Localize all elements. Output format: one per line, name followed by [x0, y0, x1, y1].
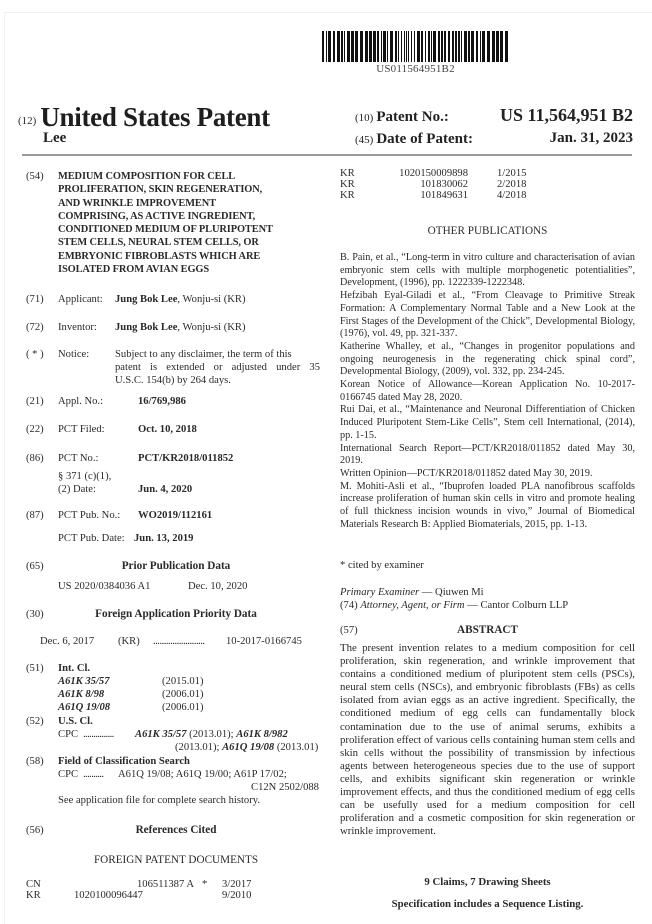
us-cl-label: U.S. Cl.	[58, 716, 93, 727]
barcode-bar	[487, 31, 490, 62]
reference-number: 101849631	[420, 190, 468, 201]
patent-date: Jan. 31, 2023	[549, 130, 633, 146]
pct-number: PCT/KR2018/011852	[138, 453, 234, 464]
title-line: MEDIUM COMPOSITION FOR CELL	[58, 171, 236, 182]
patent-date-label: Date of Patent:	[376, 131, 473, 147]
inid-code-21: (21)	[26, 396, 44, 407]
barcode-bar	[341, 31, 343, 62]
inid-code-86: (86)	[26, 453, 44, 464]
applicant-name: Jung Bok Lee	[115, 294, 178, 305]
us-cl-class: A61K 35/57	[135, 729, 187, 740]
publication-entry: Rui Dai, et al., “Maintenance and Neuronal Differentiation of Chicken Induced Pluripotent Stem-Like Cells”, Stem cell International, (2014), pp. 1-15.	[340, 404, 635, 441]
pct-number-label: PCT No.:	[58, 453, 99, 464]
barcode-bar	[398, 31, 399, 62]
applicant-location: , Wonju-si (KR)	[177, 294, 246, 305]
inid-code-72: (72)	[26, 322, 44, 333]
barcode-bar	[471, 31, 474, 62]
barcode-bar	[377, 31, 379, 62]
barcode-bar	[441, 31, 443, 62]
barcode-bar	[369, 31, 372, 62]
barcode-bar	[433, 31, 436, 62]
inid-code-87: (87)	[26, 510, 44, 521]
barcode	[322, 31, 509, 62]
patent-number-label: Patent No.:	[376, 109, 449, 125]
barcode-bar	[496, 31, 499, 62]
int-cl-version: (2015.01)	[162, 676, 204, 687]
reference-date: 4/2018	[497, 190, 527, 201]
barcode-bar	[333, 31, 335, 62]
publication-entry: Hefzibah Eyal-Giladi et al., “From Cleavage to Primitive Streak Formation: A Complementary Normal Table and a New Look at the First Stages of the Development of the Chick”, Developmental Biology, (1976), vol. 49, pp. 321-337.	[340, 290, 635, 340]
barcode-bar	[421, 31, 423, 62]
foreign-priority-number: 10-2017-0166745	[226, 636, 302, 647]
field-search-note: See application file for complete search history.	[58, 795, 260, 806]
barcode-bar	[326, 31, 327, 62]
pct-pub-number: WO2019/112161	[138, 510, 213, 521]
sequence-listing-note: Specification includes a Sequence Listing.	[391, 898, 584, 910]
patent-number: US 11,564,951 B2	[499, 105, 633, 125]
prior-publication-heading: Prior Publication Data	[121, 560, 231, 572]
barcode-bar	[500, 31, 503, 62]
attorney-row	[340, 599, 635, 612]
us-cl-class: A61Q 19/08	[222, 742, 275, 753]
applicant-label: Applicant:	[58, 294, 103, 305]
inventor-surname: Lee	[43, 130, 67, 146]
int-cl-class: A61Q 19/08	[58, 702, 111, 713]
reference-date: 2/2018	[497, 179, 527, 190]
barcode-bar	[482, 31, 485, 62]
pct-filed-date: Oct. 10, 2018	[138, 424, 197, 435]
prior-publication-date: Dec. 10, 2020	[188, 581, 248, 592]
notice-line: Subject to any disclaimer, the term of this	[115, 349, 292, 360]
field-search-leader-dots: ..........	[83, 769, 104, 780]
barcode-bar	[344, 31, 345, 62]
patent-number-row	[355, 105, 633, 126]
reference-number: 1020100096447	[74, 890, 143, 901]
notice-line: patent is extended or adjusted under 35	[115, 362, 320, 374]
barcode-bar	[468, 31, 470, 62]
inid-code-30: (30)	[26, 609, 44, 620]
foreign-priority-country: (KR)	[118, 636, 140, 647]
reference-number: 1020150009898	[399, 168, 468, 179]
publication-entry: Korean Notice of Allowance—Korean Application No. 10-2017-0166745 dated May 28, 2020.	[340, 379, 635, 403]
reference-country: KR	[340, 190, 355, 201]
barcode-bar	[452, 31, 454, 62]
title-line: COMPRISING, AS ACTIVE INGREDIENT,	[58, 210, 256, 222]
barcode-bar	[438, 31, 440, 62]
barcode-bar	[383, 31, 386, 62]
reference-number: 106511387 A	[137, 879, 194, 890]
inid-code-45: (45)	[355, 134, 374, 146]
patent-type-heading	[18, 102, 270, 133]
barcode-bar	[505, 31, 508, 62]
barcode-bar	[417, 31, 420, 62]
pct-pub-date: Jun. 13, 2019	[134, 533, 194, 544]
us-cl-cpc-label: CPC	[58, 729, 79, 740]
barcode-bar	[458, 31, 460, 62]
title-line: CONDITIONED MEDIUM OF PLURIPOTENT	[58, 224, 273, 236]
title-line: AND WRINKLE IMPROVEMENT	[58, 197, 216, 209]
abstract-text: The present invention relates to a medium composition for cell proliferation, skin regeneration, and wrinkle improvement that contains a conditioned medium of pluripotent stem cells (PSCs), neural stem cells (NSCs), and embryonic fibroblasts (FBs) as cells isolated from avian eggs as an active ingredient. Specifically, the conditioned medium of egg cells can fundamentally block contamination due to the use of animal serums, exhibits a proliferation effect of various cells containing human stem cells and skin cells without the possibility of transmission by infectious agents between heterogeneous species due to the use of support cells, and exhibits significant skin regeneration or wrinkle improvement effects, and thus the conditioned medium of egg cells can be usefully used for a medium composition for cell proliferation and a cosmetic composition for skin regeneration or wrinkle improvement.	[340, 642, 635, 838]
barcode-bar	[328, 31, 331, 62]
barcode-bar	[411, 31, 412, 62]
title-line: PROLIFERATION, SKIN REGENERATION,	[58, 184, 263, 196]
barcode-bar	[387, 31, 388, 62]
publication-entry: B. Pain, et al., “Long-term in vitro culture and characterisation of avian embryonic stem cells with multiple morphogenetic potentialities”, Development, (1996), pp. 1222339-1222348.	[340, 252, 635, 289]
barcode-bar	[337, 31, 340, 62]
barcode-number: US011564951B2	[376, 63, 455, 75]
pct-pub-number-label: PCT Pub. No.:	[58, 510, 121, 521]
patent-type-title: United States Patent	[40, 102, 270, 132]
notice-line: U.S.C. 154(b) by 264 days.	[115, 375, 231, 387]
reference-date: 1/2015	[497, 168, 527, 179]
inid-code-71: (71)	[26, 294, 44, 305]
notice-code: ( * )	[26, 349, 44, 360]
barcode-bar	[461, 31, 462, 62]
inid-code-56: (56)	[26, 825, 44, 836]
attorney-label: Attorney, Agent, or Firm	[360, 600, 465, 611]
reference-date: 9/2010	[222, 890, 252, 901]
publication-entry: International Search Report—PCT/KR2018/011852 dated May 30, 2019.	[340, 442, 635, 467]
foreign-priority-leader-dots: ........................	[153, 636, 205, 647]
us-cl-version: (2013.01);	[186, 729, 237, 740]
header-rule	[22, 154, 632, 156]
foreign-priority-date: Dec. 6, 2017	[40, 636, 95, 647]
inventor-label: Inventor:	[58, 322, 97, 333]
other-publications-list	[340, 252, 635, 531]
attorney-name: — Cantor Colburn LLP	[464, 600, 569, 611]
abstract-heading: ABSTRACT	[457, 624, 518, 636]
publication-entry: Katherine Whalley, et al., “Changes in progenitor populations and ongoing neurogenesis in the regenerating chick spinal cord”, Developmental Biology, (2009), vol. 332, pp. 234-245.	[340, 340, 635, 378]
notice-label: Notice:	[58, 349, 90, 360]
field-search-classes: A61Q 19/08; A61Q 19/00; A61P 17/02;	[118, 769, 287, 780]
title-line: ISOLATED FROM AVIAN EGGS	[58, 264, 210, 276]
reference-country: KR	[340, 168, 355, 179]
barcode-bar	[480, 31, 481, 62]
primary-examiner-label: Primary Examiner	[340, 587, 420, 598]
inid-code-57: (57)	[340, 625, 358, 636]
barcode-bar	[425, 31, 426, 62]
inid-code-58: (58)	[26, 756, 44, 767]
application-number: 16/769,986	[138, 396, 186, 407]
publication-entry: M. Mohiti-Asli et al., “Ibuprofen loaded PLA nanofibrous scaffolds increase proliferation of human skin cells in vitro and promote healing of full thickness incision wounds in vivo,” Journal of Biomedical Materials Research B: Applied Biomaterials, 2015, pp. 1-13.	[340, 480, 635, 530]
barcode-bar	[360, 31, 363, 62]
foreign-patent-docs-heading: FOREIGN PATENT DOCUMENTS	[93, 854, 259, 866]
primary-examiner-name: — Qiuwen Mi	[419, 587, 484, 598]
cited-by-examiner-note: * cited by examiner	[340, 560, 424, 571]
inid-code-10: (10)	[355, 112, 374, 124]
barcode-bar	[395, 31, 397, 62]
barcode-bar	[322, 31, 324, 62]
field-search-label: Field of Classification Search	[58, 756, 190, 767]
invention-title	[58, 170, 320, 276]
barcode-bar	[492, 31, 495, 62]
us-cl-class: A61K 8/982	[236, 729, 288, 740]
barcode-bar	[365, 31, 368, 62]
barcode-bar	[464, 31, 467, 62]
section-371-date: Jun. 4, 2020	[138, 484, 193, 495]
publication-entry: Written Opinion—PCT/KR2018/011852 dated May 30, 2019.	[340, 467, 593, 479]
barcode-bar	[373, 31, 376, 62]
barcode-bar	[404, 31, 405, 62]
barcode-bar	[347, 31, 350, 62]
int-cl-version: (2006.01)	[162, 702, 204, 713]
barcode-bar	[355, 31, 358, 62]
section-371-label: § 371 (c)(1),	[58, 471, 112, 482]
title-line: STEM CELLS, NEURAL STEM CELLS, OR	[58, 237, 259, 249]
int-cl-class: A61K 35/57	[58, 676, 110, 687]
field-search-classes: C12N 2502/088	[251, 782, 319, 793]
notice-text	[115, 348, 320, 388]
barcode-bar	[381, 31, 382, 62]
pct-filed-label: PCT Filed:	[58, 424, 105, 435]
barcode-bar	[444, 31, 446, 62]
us-cl-version: (2013.01)	[274, 742, 319, 753]
barcode-bar	[448, 31, 450, 62]
barcode-bar	[351, 31, 354, 62]
title-line: EMBRYONIC FIBROBLASTS WHICH ARE	[58, 250, 261, 262]
barcode-bar	[428, 31, 430, 62]
barcode-bar	[431, 31, 432, 62]
patent-date-row	[355, 130, 633, 148]
barcode-bar	[455, 31, 457, 62]
references-heading: References Cited	[135, 824, 217, 836]
barcode-bar	[476, 31, 478, 62]
barcode-bar	[406, 31, 407, 62]
application-number-label: Appl. No.:	[58, 396, 104, 407]
inid-code-22: (22)	[26, 424, 44, 435]
int-cl-version: (2006.01)	[162, 689, 204, 700]
reference-country: KR	[26, 890, 41, 901]
inid-code-52: (52)	[26, 716, 44, 727]
inid-code-51: (51)	[26, 663, 44, 674]
reference-number: 101830062	[420, 179, 468, 190]
pct-pub-date-label: PCT Pub. Date:	[58, 533, 125, 544]
reference-date: 3/2017	[222, 879, 252, 890]
barcode-bar	[408, 31, 409, 62]
field-search-cpc-label: CPC	[58, 769, 79, 780]
inventor-name: Jung Bok Lee	[115, 322, 178, 333]
prior-publication-number: US 2020/0384036 A1	[58, 581, 151, 592]
other-publications-heading: OTHER PUBLICATIONS	[427, 225, 548, 237]
inid-code-74: (74)	[340, 600, 358, 611]
us-cl-leader-dots: ...............	[83, 729, 114, 740]
primary-examiner-row	[340, 586, 635, 599]
inventor-location: , Wonju-si (KR)	[177, 322, 246, 333]
barcode-bar	[401, 31, 402, 62]
barcode-bar	[390, 31, 393, 62]
foreign-priority-heading: Foreign Application Priority Data	[95, 608, 257, 620]
us-cl-version: (2013.01);	[175, 742, 223, 753]
inid-code-65: (65)	[26, 561, 44, 572]
inid-code-54: (54)	[26, 171, 44, 182]
int-cl-label: Int. Cl.	[58, 663, 91, 674]
reference-country: KR	[340, 179, 355, 190]
section-371-date-label: (2) Date:	[58, 484, 96, 495]
reference-cited-star: *	[202, 879, 208, 890]
int-cl-class: A61K 8/98	[58, 689, 105, 700]
claims-summary: 9 Claims, 7 Drawing Sheets	[424, 876, 551, 888]
inid-code-12: (12)	[18, 115, 37, 127]
reference-country: CN	[26, 879, 41, 890]
barcode-bar	[414, 31, 415, 62]
